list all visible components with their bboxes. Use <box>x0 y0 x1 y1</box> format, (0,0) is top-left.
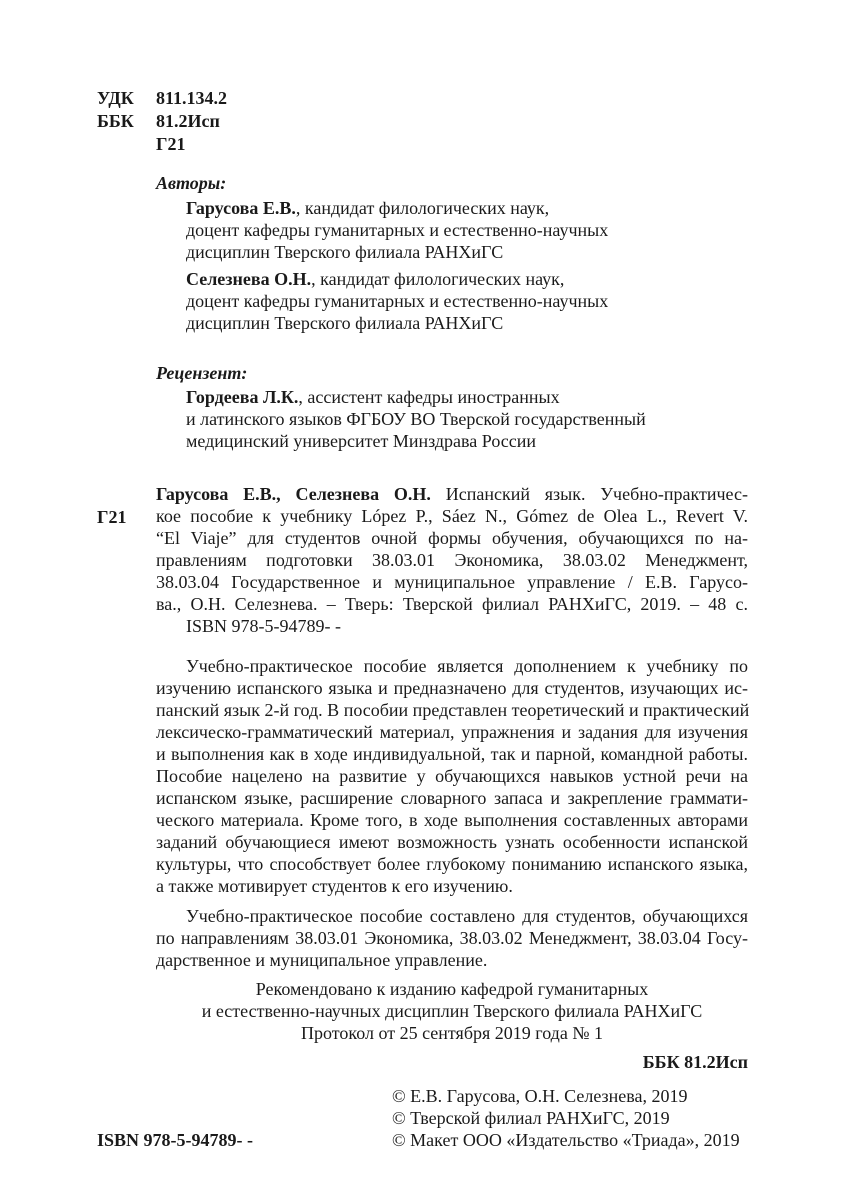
reviewer-name: Гордеева Л.К. <box>186 387 299 407</box>
bibliography-line-6: ва., О.Н. Селезнева. – Тверь: Тверской филиал РАНХиГС, 2019. – 48 с. <box>156 594 748 614</box>
author-2-line-3: дисциплин Тверского филиала РАНХиГС <box>186 313 504 333</box>
bibliography-line-2: кое пособие к учебнику López P., Sáez N., Gómez de Olea L., Revert V. <box>156 506 748 526</box>
bibliography-line-1 <box>156 483 748 505</box>
bibliography-line-3: “El Viaje” для студентов очной формы обучения, обучающихся по на- <box>156 528 748 548</box>
recommendation-line: и естественно-научных дисциплин Тверского филиала РАНХиГС <box>201 1001 703 1021</box>
abstract-line: лексическо-грамматический материал, упражнения и задания для изучения <box>156 722 748 742</box>
bibliography-isbn: ISBN 978-5-94789- - <box>186 616 341 636</box>
bibliography-mark: Г21 <box>97 507 127 527</box>
abstract-line: заданий обучающиеся имеют возможность узнать особенности испанской <box>156 832 748 852</box>
abstract-line: Учебно-практическое пособие является дополнением к учебнику по <box>186 656 748 676</box>
author-2-line-1 <box>186 268 564 290</box>
author-1-degree: , кандидат филологических наук, <box>295 198 550 218</box>
reviewer-line-2: и латинского языков ФГБОУ ВО Тверской государственный <box>186 409 646 429</box>
abstract-line: и выполнения как в ходе индивидуальной, так и парной, командной работы. <box>156 744 748 764</box>
abstract-line: культуры, что способствует более глубокому пониманию испанского языка, <box>156 854 748 874</box>
udk-label: УДК <box>97 88 134 108</box>
abstract-line: Пособие нацелено на развитие у обучающихся навыков устной речи на <box>156 766 748 786</box>
author-2-name: Селезнева О.Н. <box>186 269 312 289</box>
author-1-line-3: дисциплин Тверского филиала РАНХиГС <box>186 242 504 262</box>
bibliography-title: Испанский язык. Учебно-практичес- <box>430 484 748 504</box>
abstract-line: по направлениям 38.03.01 Экономика, 38.03.02 Менеджмент, 38.03.04 Госу- <box>156 928 748 948</box>
abstract-line: дарственное и муниципальное управление. <box>156 950 488 970</box>
copyright-line: © Макет ООО «Издательство «Триада», 2019 <box>392 1130 740 1150</box>
bibliography-line-5: 38.03.04 Государственное и муниципальное управление / Е.В. Гарусо- <box>156 572 748 592</box>
author-1-line-2: доцент кафедры гуманитарных и естественно-научных <box>186 220 609 240</box>
author-2-line-2: доцент кафедры гуманитарных и естественно-научных <box>186 291 609 311</box>
author-1-name: Гарусова Е.В. <box>186 198 296 218</box>
authors-heading: Авторы: <box>156 173 227 193</box>
abstract-line: Учебно-практическое пособие составлено для студентов, обучающихся <box>186 906 748 926</box>
reviewer-line-3: медицинский университет Минздрава России <box>186 431 537 451</box>
abstract-line: изучению испанского языка и предназначено для студентов, изучающих ис- <box>156 678 748 698</box>
bbk-label: ББК <box>97 111 134 131</box>
bibliography-line-4: правлениям подготовки 38.03.01 Экономика, 38.03.02 Менеджмент, <box>156 550 748 570</box>
recommendation-line: Протокол от 25 сентября 2019 года № 1 <box>300 1023 603 1043</box>
udk-value: 811.134.2 <box>156 88 228 108</box>
abstract-line: панский язык 2-й год. В пособии представлен теоретический и практический <box>156 700 750 720</box>
reviewer-position: , ассистент кафедры иностранных <box>298 387 560 407</box>
isbn-bottom: ISBN 978-5-94789- - <box>97 1130 253 1150</box>
author-mark: Г21 <box>156 134 186 154</box>
recommendation-line: Рекомендовано к изданию кафедрой гуманитарных <box>255 979 649 999</box>
reviewer-line-1 <box>186 386 560 408</box>
author-2-degree: , кандидат филологических наук, <box>311 269 565 289</box>
abstract-line: испанском языке, расширение словарного запаса и закрепление граммати- <box>156 788 748 808</box>
author-1-line-1 <box>186 197 549 219</box>
copyright-line: © Тверской филиал РАНХиГС, 2019 <box>392 1108 670 1128</box>
bbk-value: 81.2Исп <box>156 111 220 131</box>
abstract-line: ческого материала. Кроме того, в ходе выполнения составленных авторами <box>156 810 748 830</box>
reviewer-heading: Рецензент: <box>156 363 248 383</box>
bibliography-authors: Гарусова Е.В., Селезнева О.Н. <box>156 484 431 504</box>
copyright-line: © Е.В. Гарусова, О.Н. Селезнева, 2019 <box>392 1086 688 1106</box>
bbk-bottom: ББК 81.2Исп <box>642 1052 748 1072</box>
abstract-line: а также мотивирует студентов к его изучению. <box>156 876 513 896</box>
